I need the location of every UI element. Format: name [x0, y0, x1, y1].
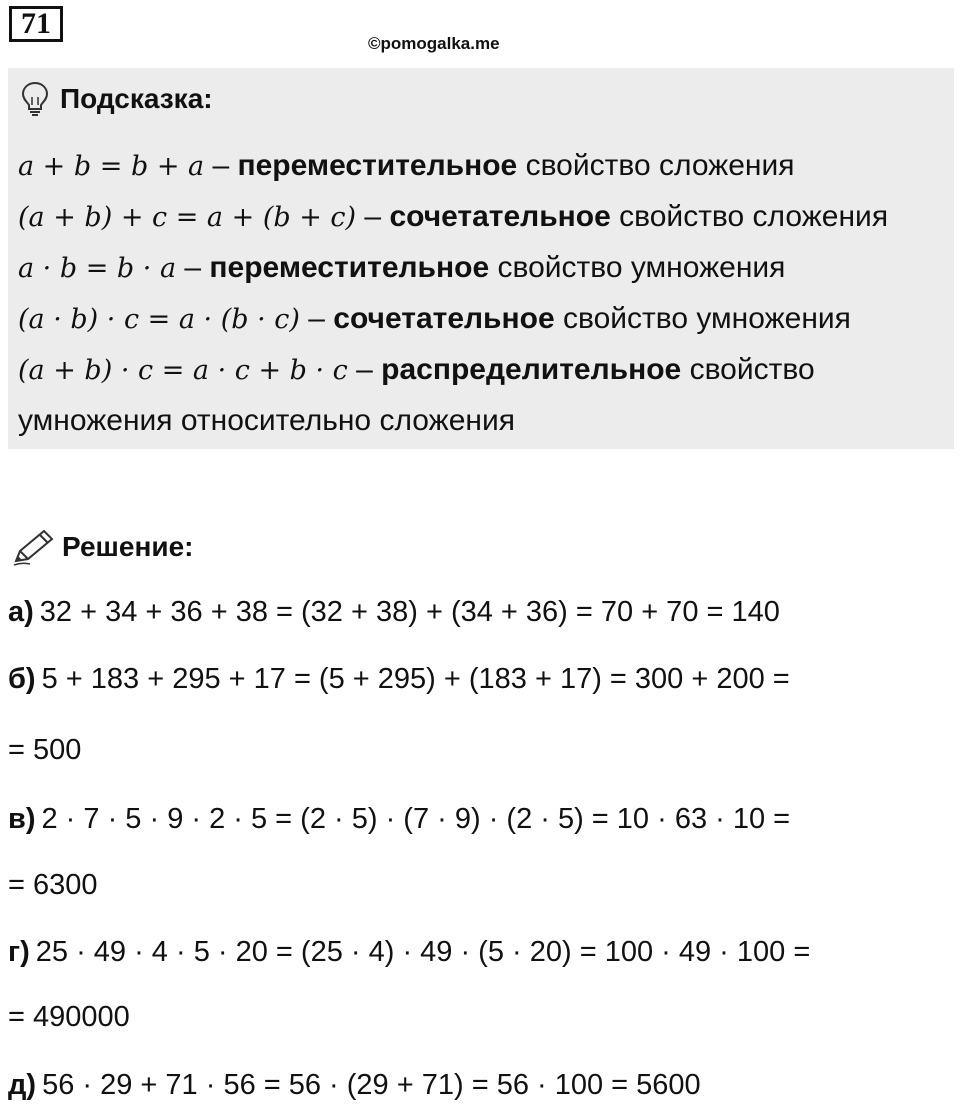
solution-line: = 6300	[8, 869, 98, 901]
hint-line: a · b = b · a – переместительное свойство умножения	[18, 251, 786, 284]
solution-line: а) 32 + 34 + 36 + 38 = (32 + 38) + (34 + 36) = 70 + 70 = 140	[8, 596, 780, 628]
solution-title: Решение:	[62, 531, 194, 562]
hint-line: (a + b) + c = a + (b + c) – сочетательное свойство сложения	[18, 200, 889, 233]
solution-line: = 500	[8, 734, 82, 766]
watermark: ©pomogalka.me	[368, 34, 500, 53]
solution-line: д) 56 · 29 + 71 · 56 = 56 · (29 + 71) = 56 · 100 = 5600	[8, 1069, 701, 1101]
lightbulb-icon	[20, 81, 50, 117]
hint-line: умножения относительно сложения	[18, 404, 515, 437]
hint-title: Подсказка:	[60, 83, 213, 114]
solution-heading	[10, 527, 193, 567]
solution-line: в) 2 · 7 · 5 · 9 · 2 · 5 = (2 · 5) · (7 · 9) · (2 · 5) = 10 · 63 · 10 =	[8, 803, 791, 835]
task-number: 71	[9, 6, 63, 42]
hint-line: (a + b) · c = a · c + b · c – распределительное свойство	[18, 353, 815, 386]
hint-line: a + b = b + a – переместительное свойство сложения	[18, 149, 795, 182]
solution-line: г) 25 · 49 · 4 · 5 · 20 = (25 · 4) · 49 · (5 · 20) = 100 · 49 · 100 =	[8, 936, 811, 968]
solution-line: б) 5 + 183 + 295 + 17 = (5 + 295) + (183 + 17) = 300 + 200 =	[8, 663, 790, 695]
pencil-icon	[10, 527, 56, 567]
hint-heading	[20, 80, 213, 118]
hint-line: (a · b) · c = a · (b · c) – сочетательное свойство умножения	[18, 302, 851, 335]
solution-line: = 490000	[8, 1001, 130, 1033]
